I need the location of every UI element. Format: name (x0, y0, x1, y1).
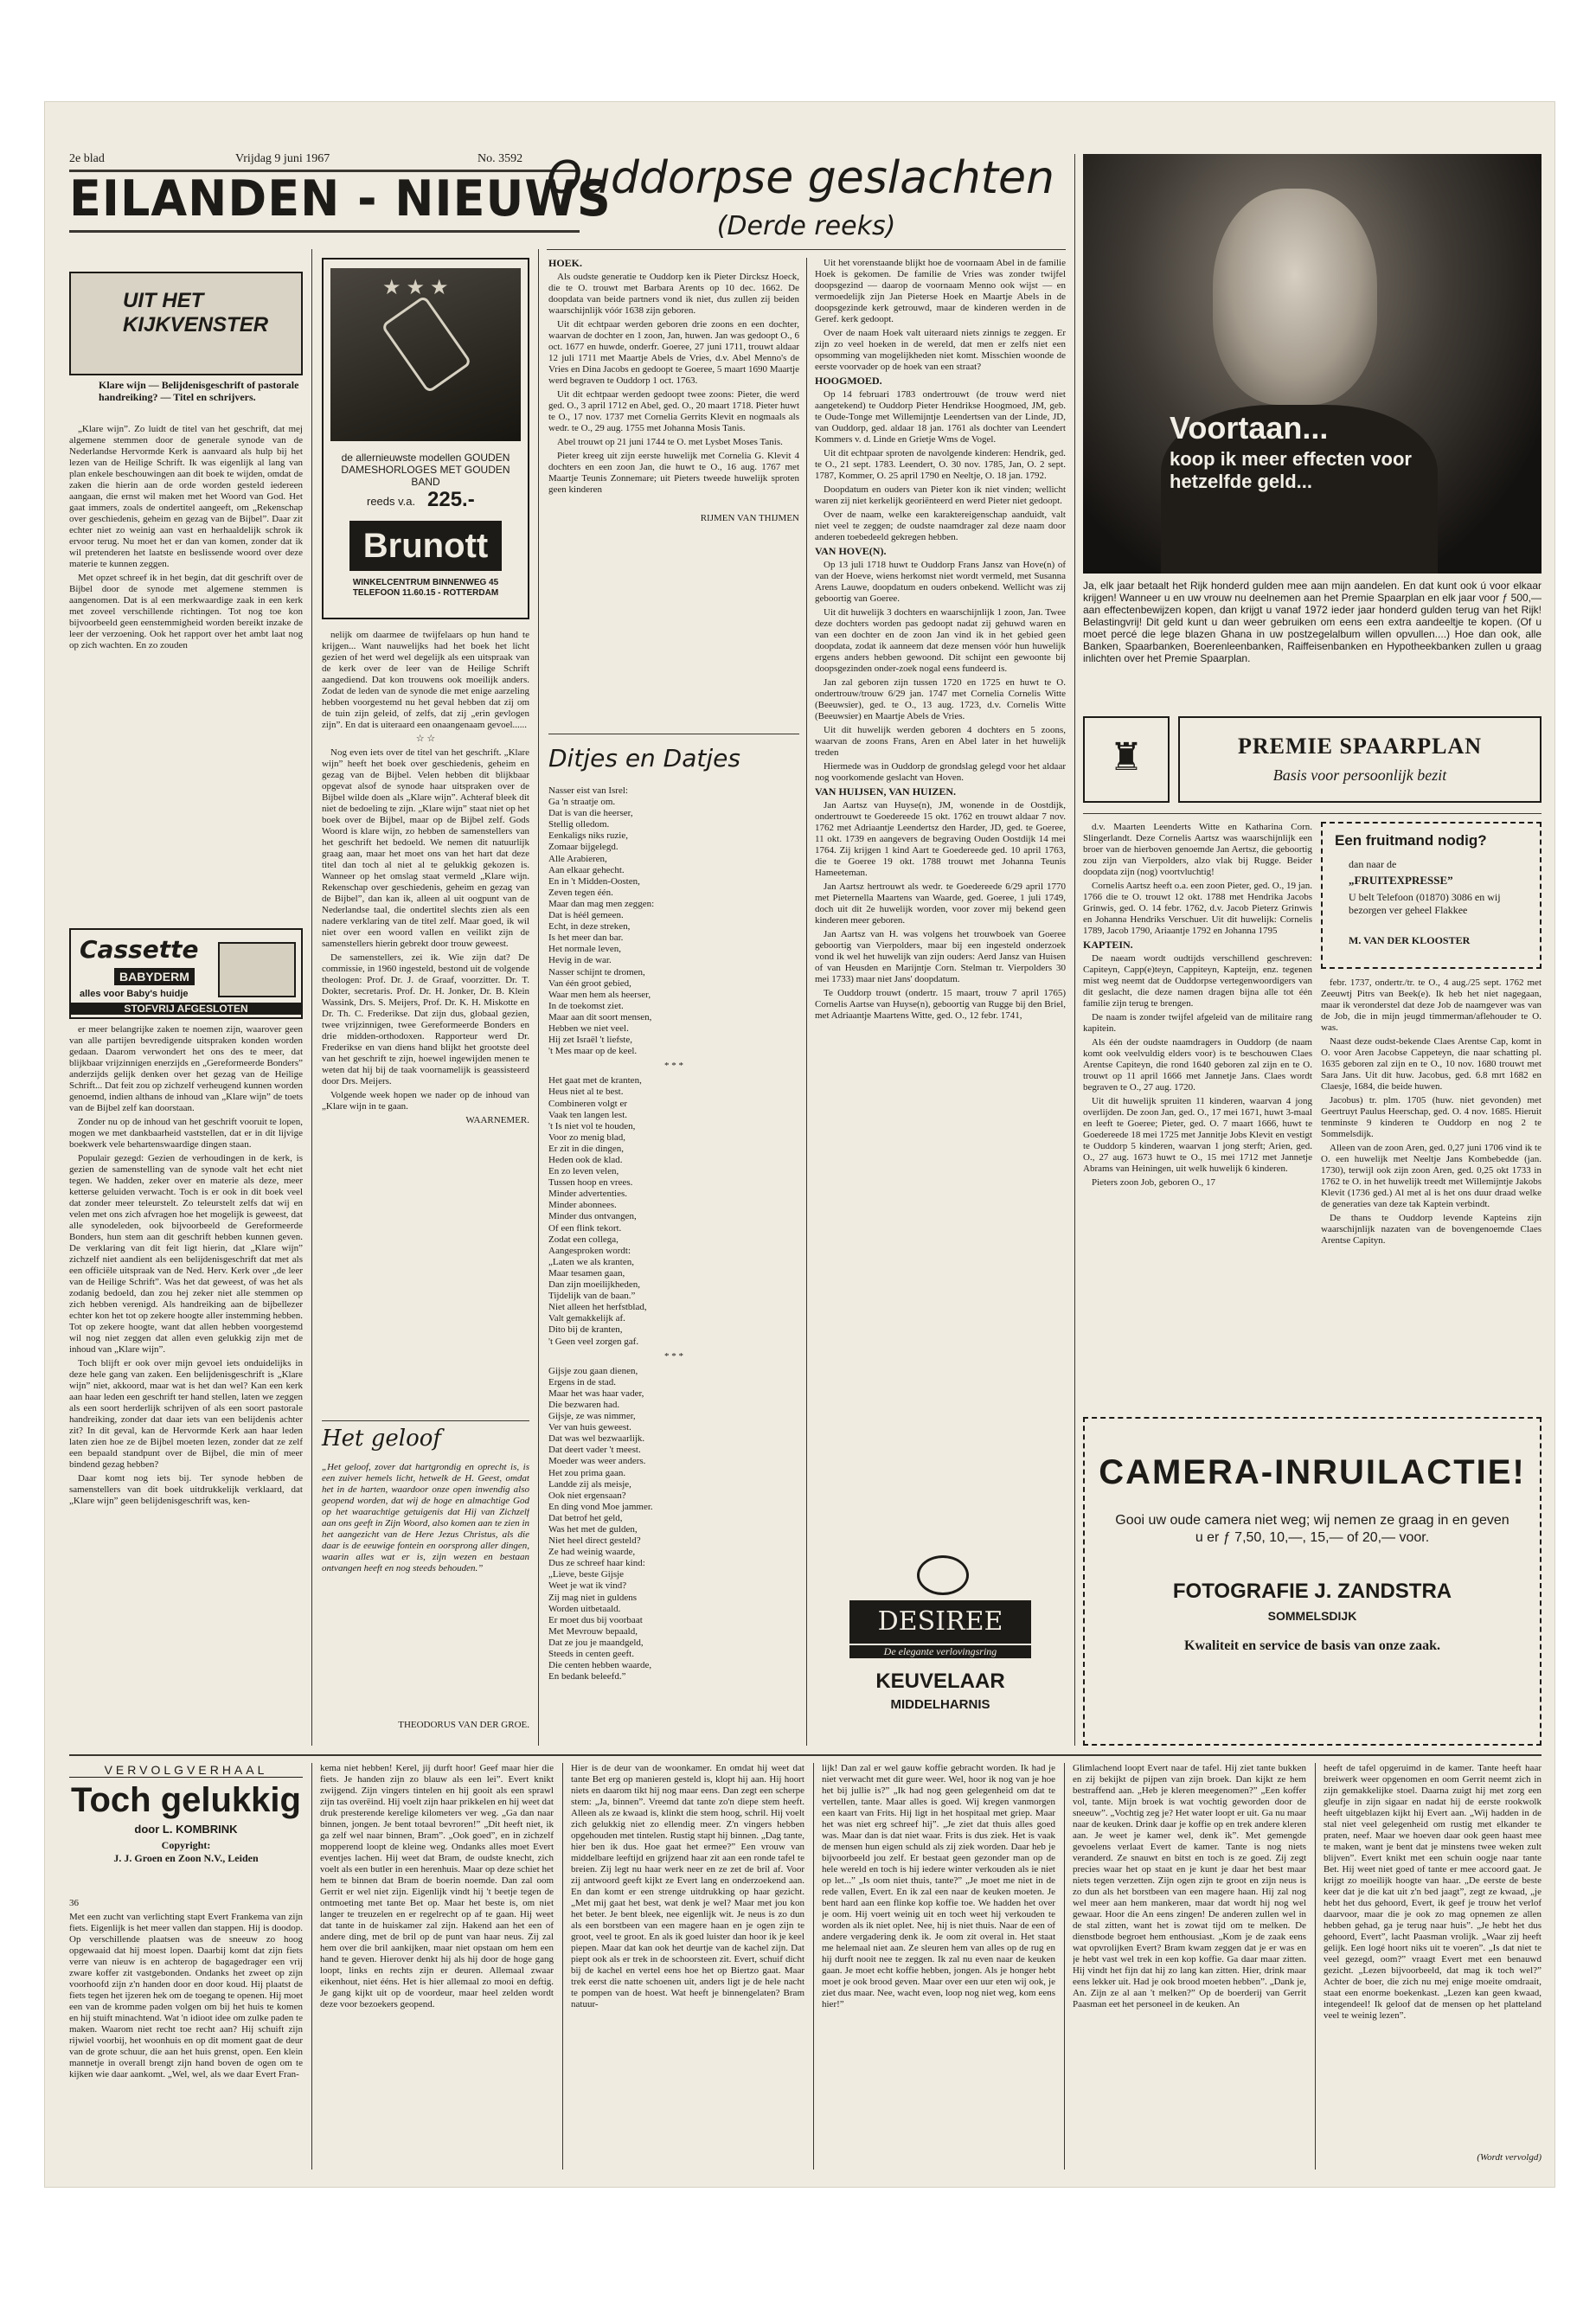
paragraph: Nog even iets over de titel van het geschrift. „Klare wijn” heeft het boek over geschiedenis, geheim en gezag van de Bijbel. Velen hebben dit blijkbaar opgevat alsof de synode haar uitspraken over de Bijbel wilde doen als „Klare wijn”. Achteraf bleek dit niet de bedoeling te zijn. „Klare wijn” staat niet op het boek over de Bijbel, maar op de Bijbel zelf. Gods Woord is klare wijn, zo hebben de samenstellers van het geschrift het bedoeld. We nemen dit natuurlijk graag aan, maar het moet ons van het hart dat deze titel dan toch al niet al te gelukkig gekozen is. Wanneer op het omslag staat vermeld „Klare wijn. Rekenschap over geschiedenis, geheim en gezag van de Bijbel”, dan kan ik, alleen al uit oogpunt van de Nederlandse taal, die ondertitel slechts zien als een nadere verklaring van de titel zelf. Maar goed, ik wil niet over een woord vallen en veilikt zijn de samenstellers hierin gebrekt door trouw geweest. (322, 747, 529, 949)
poem-line: Vaak ten langen lest. (548, 1109, 628, 1120)
paragraph: Uit dit echtpaar sproten de navolgende kinderen: Hendrik, ged. te O., 21 sept. 1783. Leendert, O. 30 nov. 1785, Jan, O. 2 sept. 1787, Kommer, O. 25 april 1790 en Neeltje, O. 18 jan. 1792. (815, 448, 1066, 481)
kijkvenster-continued (322, 630, 529, 1417)
poem-line: Die centen hebben waarde, (548, 1660, 652, 1671)
poem-line: Dus ze schreef haar kind: (548, 1558, 645, 1569)
cassette-line1: alles voor Baby's huidje (80, 989, 189, 999)
feuilleton-col-5: Glimlachend loopt Evert naar de tafel. Hij ziet tante bukken en zij bekijkt de pijpen van zijn broek. Dan kijkt ze hem bestraffend aan. „Heb je kleren meegenomen?” „Een koffer vol, tante. Mijn broek is wat vochtig geworden door de sneeuw”. „Vochtig zeg je? Het water loopt er uit. Ga nu maar naar de keuken. Drink daar je koffie op en trek andere kleren aan. Je weet je kamer wel, denk ik”. Met gemengde gevoelens verlaat Evert de kamer. Tante is nog niets veranderd. Ze snauwt en bitst en toch is ze goed. Zij zegt precies waar het op staat en je kunt je daar het best maar niets tegen verzetten. Zijn ogen zijn te groot en zijn neus is zo dun als het borstbeen van een magere haan. Hij zal nog wel meer aan hem mankeren, maar dat wordt hij nog wel gewaar. Hoor die An eens zingen! De anderen zullen wel in de stal zitten, want het is zowat tijd om te melken. De dienstbode begroet hem enthousiast. „Kom je de zaak eens wat opvrolijken Evert? Bram kwam zeggen dat je er was en je hebt vast wel trek in een kop koffie. Ga daar maar zitten. Hij vindt het fijn dat hij zo lang kan zitten. Hier, drink maar eens lekker uit. Had je ook brood moeten hebben”. „Dank je, An. Zijn ze al aan 't melken?” Op de boerderij van Gerrit Paasman eet het personeel in de keuken. An (1073, 1763, 1306, 2009)
poem-line: Nasser eist van Isrel: (548, 785, 628, 796)
paragraph: Jan Aartsz hertrouwt als wedr. te Goedereede 6/29 april 1770 met Pieternella Maartens van Waarde, ged. Goeree, 1 juli 1749, doch uit dit 2e huwelijk worden, voor zover mij bekend geen kinderen meer geboren. (815, 881, 1066, 926)
section-heading: VAN HOVE(N). (815, 545, 887, 557)
paragraph: Uit dit echtpaar werden geboren drie zoons en een dochter, waarvan de dochter en 1 zoon, Jan, huwen. Jan was gedoopt O., 6 oct. 1677 en huwde, onderfr. Goeree, 27 juni 1711, trouwt aldaar 12 juli 1711 met Maartje Abels de Vries, d.v. Abel Menno's de Vries en Dina Jacobs en gedoopt te Goeree, 5 maart 1690 Maartje werd begraven te Ouddorp 1 oct. 1763. (548, 319, 799, 386)
paragraph: Jan Aartsz van Huyse(n), JM, wonende in de Oostdijk, ondertrouwt te Goedereede 15 okt. 1762 en trouwt aldaar 7 nov. 1762 met Adriaantje Leendertsz den Harder, JD, ged. te Goeree, 11 okt. 1739 en aangevers de begraving Ouden Oostdijk 14 mei 1764. Zij krijgen 1 kind Aart te Goedereede ged. 10 april 1763, die te Goeree 19 okt. 1788 trouwt met Johanna Teunis Hameeteman. (815, 800, 1066, 878)
man-portrait (1213, 189, 1377, 405)
spaar-body: Ja, elk jaar betaalt het Rijk honderd gulden mee aan mijn aandelen. En dat kunt ook ú voor elkaar krijgen! Wanneer u en uw vrouw nu deelnemen aan het Premie Spaarplan en elk jaar voor ƒ 500,— aan effectenbewijzen kopen, dan krijgt u vanaf 1972 ieder jaar honderd gulden terug van het Rijk! Belastingvrij! Dit geld kunt u dan weer gebruiken om eens een extra aandeeltje te kopen. (Of u moet percé die lege blazen Ghana in uw postzegelalbum willen opvullen....) Hoe dan ook, alle Banken, Spaarbanken, Boerenleenbanken, Raiffeisenbanken en Hypotheekbanken zullen u graag inlichten over het Premie Spaarplan. (1083, 580, 1542, 664)
paragraph: Op 14 februari 1783 ondertrouwt (de trouw werd niet aangetekend) te Ouddorp Pieter Hendrikse Hoogmoed, JM, geb. te Oude-Tonge met Willemijntje Leendertsen van der Linde, JD, van Ouddorp, ged. aldaar 18 jan. 1761 als dochter van Leendert Kommers v. d. Linde en Grietje Wms de Vogel. (815, 389, 1066, 445)
spaar-tagline: Basis voor persoonlijk bezit (1272, 766, 1447, 784)
poem-line: Minder abonnees. (548, 1200, 617, 1211)
camera-title: CAMERA-INRUILACTIE! (1099, 1453, 1526, 1491)
paragraph: Hiermede was in Ouddorp de grondslag gelegd voor het aldaar nog voorkomende geslacht van Hoven. (815, 761, 1066, 783)
poem-divider: * * * (664, 1350, 683, 1362)
poem-line: Valt gemakkelijk af. (548, 1313, 625, 1324)
poem-line: Niet alleen het herfstblad, (548, 1302, 647, 1313)
feuilleton-author: door L. KOMBRINK (134, 1823, 238, 1836)
feuilleton-col-4: lijk! Dan zal er wel gauw koffie gebracht worden. Ik had je niet verwacht met dit gure weer. Wel, hoor ik nog van je hoe het bij jullie is?” „Ik had nog geen gelegenheid om dat te vertellen, tante. Maar alles is goed. Wij kregen vanmorgen een kaart van Frits. Hij ligt in het hospitaal met griep. Maar het was niet erg schreef hij”. „Je ziet dat thuis alles goed was. Maar dan is dat niet waar. Frits is dus ziek. Het is vaak de mensen hun eigen schuld als zij ziek worden. Daar heb je bijvoorbeeld jou zelf. Er bestaat geen gezonder man op de hele wereld en toch is hij iedere winter verkouden als ie niet op let...” „Is oom niet thuis, tante?” „Je moet me niet in de rede vallen, Evert. En ik zal een naar de keuken moeten. Je bent hard aan een flinke kop koffie toe. We hadden het over je oom. Hij voert weinig uit en toch weet hij verkouden te worden als ik niet oplet. Nee, hij is niet thuis. Naar de een of andere vergadering denk ik. Je oom zit overal in. Het staat me helemaal niet aan. Ze sleuren hem van alles op de rug en hij durft nooit nee te zeggen. Ik zal nu even naar de keuken gaan. Je moet echt koffie hebben, jongen. Als je honger hebt moet je ook brood geven. Maar over een uur eten wij ook, je ziet dus maar. Nee, wacht even, loop nog niet weg, kom eens hier!” (822, 1763, 1055, 2009)
feuilleton-copyright: Copyright: (161, 1839, 211, 1851)
poem-line: Maar aan dit soort mensen, (548, 1011, 652, 1022)
paragraph: Pieter kreeg uit zijn eerste huwelijk met Cornelia G. Klevit 4 dochters en een zoon Jan, die huwt te O., 16 aug. 1767 met Maartje Teunis Zonnemare; uit Pieters tweede huwelijk sproten geen kinderen (548, 451, 799, 495)
paragraph: Naast deze oudst-bekende Claes Arentse Cap, komt in O. voor Aren Jacobse Cappeteyn, die naar schatting pl. 1635 geboren zal zijn en te O., 10 nov. 1680 trouwt met Sara Jans. Uit dit huw. Jacobus, ged. 6.8 mrt 1682 en Claesje, 1684, die beide huwen. (1321, 1036, 1542, 1092)
article-title: Ouddorpse geslachten (547, 152, 1055, 204)
poem-line: Dat betrof het geld, (548, 1512, 623, 1523)
feuilleton-publisher: J. J. Groen en Zoon N.V., Leiden (113, 1852, 259, 1864)
bank-icon: ♜ (1109, 736, 1144, 779)
poem-line: Landde zij als meisje, (548, 1478, 631, 1490)
poem-line: Echt, in deze streken, (548, 921, 631, 933)
cassette-title: Cassette (80, 935, 199, 964)
poem-line: Heden ook de klad. (548, 1155, 623, 1165)
paragraph: „Klare wijn”. Zo luidt de titel van het geschrift, dat mej algemene stemmen door de generale synode van de Nederlandse Hervormde Kerk is aanvaard als hulp bij het lezen van de Heilige Schrift. Ik was eigenlijk al lang van plan enkele beschouwingen aan dit boek te wijden, omdat de zaken die hierin aan de orde worden gesteld iedereen aangaan, die ernst wil maken met het Woord van God. Het gaat immers, zoals de ondertitel aangeeft, om „Rekenschap over geschiedenis, geheim en gezag van de Bijbel”. Daar zit echter niet zo weinig aan vast en herhaaldelijk schrok ik ervoor terug. Nu moet het er dan van komen, zonder dat ik wil pretenderen het laatste en beslissende woord over deze materie te kunnen zeggen. (69, 424, 303, 569)
brunott-address: WINKELCENTRUM BINNENWEG 45 TELEFOON 11.60.15 - ROTTERDAM (352, 578, 499, 598)
poem-line: Minder advertenties. (548, 1189, 628, 1200)
poem-line: En zo leven velen, (548, 1166, 619, 1177)
poem-line: Was het met de gulden, (548, 1524, 638, 1535)
cassette-brand: BABYDERM (114, 968, 195, 985)
signature: RIJMEN VAN THIJMEN (700, 513, 799, 523)
cassette-box-image (218, 942, 296, 997)
fruit-title: Een fruitmand nodig? (1335, 832, 1487, 849)
paper-name: EILANDEN - NIEUWS (69, 170, 612, 228)
paragraph: De samenstellers, zei ik. Wie zijn dat? De commissie, in 1960 ingesteld, bestond uit de volgende theologen: Prof. Dr. J. de Graaf, voorzitter. Dr. T. Dokter, secretaris. Prof. Dr. H. Jonker, Dr. B. Klein Wassink, Drs. S. Meijers, Prof. Dr. K. H. Miskotte en Dr. Th. C. Frederikse. Dat zijn dus, globaal gezien, twee vrijzinnigen, twee Gereformeerde Bonders en drie midden-orthodoxen. Rapporteur werd Dr. Frederikse en van diens hand blijkt het grootste deel van het geschrift te zijn, hoewel ingewijden menen te weten dat hij bij de taak voornamelijk is geassisteerd door Drs. Meijers. (322, 952, 529, 1086)
spaar-heading: Voortaan... (1170, 410, 1329, 445)
poem-line: Aangesproken wordt: (548, 1245, 631, 1256)
poem-line: Minder dus ontvangen, (548, 1211, 637, 1222)
ring-icon (917, 1555, 969, 1595)
poem-line: Dat is héél gemeen. (548, 910, 624, 921)
geslachten-col-2 (815, 258, 1066, 1547)
paragraph: Zonder nu op de inhoud van het geschrift vooruit te lopen, mogen we met dankbaarheid vaststellen, dat er in dit lijvige boekwerk vele behartenswaardige dingen staan. (69, 1117, 303, 1150)
poem-line: Of een flink tekort. (548, 1222, 622, 1234)
paragraph: De naam is zonder twijfel afgeleid van de militaire rang kapitein. (1083, 1012, 1312, 1034)
paragraph: Pieters zoon Job, geboren O., 17 (1092, 1177, 1215, 1188)
cassette-ad (69, 928, 303, 1019)
paragraph: De naeam wordt oudtijds verschillend geschreven: Capiteyn, Capp(e)teyn, Cappiteyn, Kapteijn, enz. tegenen mist weg neemt dat de Ouddorpse vertegenwoordigers van dit geslacht, die deze namen dragen bijna alle tot één familie zijn terug te brengen. (1083, 953, 1312, 1009)
poem-line: Er moet dus bij voorbaat (548, 1614, 643, 1625)
feuilleton-number: 36 (69, 1898, 79, 1908)
poem-line: 't Is niet vol te houden, (548, 1120, 636, 1131)
feuilleton-title: Toch gelukkig (71, 1781, 301, 1819)
paragraph: Als oudste generatie te Ouddorp ken ik Pieter Dircksz Hoeck, die te O. trouwt met Barbara Arents op 10 dec. 1662. De doopdata van beide partners vond ik niet, dus zullen zij beiden waarschijnlijk vóór 1638 zijn geboren. (548, 272, 799, 316)
paragraph: Daar komt nog iets bij. Ter synode hebben de samenstellers van dit boek uitdrukkelijk verklaard, dat „Klare wijn” geen belijdenisgeschrift was, ken- (69, 1473, 303, 1506)
paragraph: Als één der oudste naamdragers in Ouddorp (de naam komt ook veelvuldig elders voor) is te beschouwen Claes Arentse Capiteyn, die rond 1640 geboren zal zijn en te O. trouwt op 11 april 1666 met Jannetje Jans. Claes wordt begraven te O., 27 aug. 1720. (1083, 1037, 1312, 1093)
poem-line: Weet je wat ik vind? (548, 1580, 627, 1592)
poem-line: Hevig in de war. (548, 955, 612, 966)
poem-line: Tussen hoop en vrees. (548, 1177, 633, 1189)
paragraph: Met opzet schreef ik in het begin, dat dit geschrift over de Bijbel door de synode met algemene stemmen is aangenomen. Dat is al een merkwaardige zaak in een kerk met zoveel verschillende richtingen. Tot nog toe kon bijvoorbeeld geen eenstemmigheid worden bereikt inzake de leer der verzoening. Ook het rapport over het ambt laat nog op zich wachten. En zo zouden (69, 573, 303, 651)
poem-line: 't Geen veel zorgen gaf. (548, 1336, 639, 1347)
poem-line: Ze had weinig waarde, (548, 1547, 636, 1558)
paragraph: febr. 1737, ondertr./tr. te O., 4 aug./25 sept. 1762 met Zeeuwtj Pitrs van Beek(e). Ik heb het niet nagegaan, maar ik veronderstel dat deze Job de naamgever was van de Job, die in mijn jeugd timmerman/aflehouder te O. was. (1321, 977, 1542, 1033)
poem-line: Hebben we niet veel. (548, 1022, 629, 1034)
poem-line: Maar dan mag men zeggen: (548, 898, 655, 909)
desiree-brand: DESIREE (849, 1600, 1031, 1644)
poem-line: Dat is van die heerser, (548, 808, 633, 819)
poem-line: Maar het was haar vader, (548, 1388, 644, 1399)
fruit-line2: U belt Telefoon (01870) 3086 en wij bezorgen ver geheel Flakkee (1349, 891, 1501, 916)
paragraph: Jan zal geboren zijn tussen 1720 en 1725 en huwt te O. ondertrouw/trouw 6/29 jan. 1747 met Cornelia Cornelis Witte (Beeuwsier), ged. te O., 13 aug. 1723, d.v. Cornelis Witte (Beeuwsier) en Maartje Abels de Vries. (815, 677, 1066, 721)
paragraph: Jacobus) tr. plm. 1705 (huw. niet gevonden) met Geertruyt Paulus Heerschap, ged. O. 4 nov. 1685. Hieruit tenminste 9 kinderen te Ouddorp en nog 2 te Sommelsdijk. (1321, 1095, 1542, 1139)
divider-stars: ☆ ☆ (415, 734, 436, 744)
paragraph: Uit dit echtpaar werden gedoopt twee zoons: Pieter, die werd ged. O., 3 april 1712 en Abel, ged. O., 20 maart 1718. Pieter huwt te O., 17 nov. 1737 met Cornelia Gerrits Klevit en nogmaals als wedr. te O., 29 aug. 1755 met Johanna Mosis Tanis. (548, 389, 799, 433)
poem-line: En in 't Midden-Oosten, (548, 875, 640, 887)
desiree-ad (815, 1555, 1066, 1737)
poem-line: Gijsje zou gaan dienen, (548, 1365, 638, 1376)
brunott-ad (322, 258, 529, 619)
poem-line: Dat ze jou je maandgeld, (548, 1637, 644, 1648)
camera-ad (1083, 1417, 1542, 1746)
poem-line: Het normale leven, (548, 944, 621, 955)
poem-line: 't Mes maar op de keel. (548, 1046, 638, 1057)
desiree-town: MIDDELHARNIS (890, 1697, 990, 1712)
poem-author: THEODORUS VAN DER GROE. (398, 1720, 529, 1730)
poem-line: Dan zijn moeilijkheden, (548, 1279, 640, 1291)
ditjes-lines (548, 785, 799, 1682)
paragraph: Cornelis Aartsz heeft o.a. een zoon Pieter, ged. O., 19 jan. 1766 die te O. trouwt 12 okt. 1788 met Hendrika Jacobs Grinwis, ged. O. 14 febr. 1762, d.v. Jacob Pieterz Grinwis en Johanna Hendriks Verschuer. Uit dit huwelijk: Cornelis 1789, Jacob 1790, Ariaantje 1792 en Johanna 1795 (1083, 881, 1312, 936)
desiree-slogan: De elegante verlovingsring (849, 1645, 1031, 1658)
paragraph: d.v. Maarten Leenderts Witte en Katharina Corn. Slingerlandt. Deze Cornelis Aartsz was waarschijnlijk een broer van de hierboven genoemde Jan Aertsz, die geboortig zou zijn van Vierpolders, alzo vlak bij Rugge. Beider doopdata zijn (nog) voortvluchtig! (1083, 822, 1312, 877)
section-heading: VAN HUIJSEN, VAN HUIZEN. (815, 785, 957, 798)
poem-line: Maar tesamen gaan, (548, 1267, 625, 1279)
poem-line: Dat was wel bezwaarlijk. (548, 1433, 645, 1445)
poem-line: Dat deert vader 't meest. (548, 1445, 641, 1456)
poem-line: Zomaar bijgelegd. (548, 842, 619, 853)
kijkvenster-text-top (69, 424, 303, 924)
ditjes-poem (548, 785, 799, 1746)
paragraph: Abel trouwt op 21 juni 1744 te O. met Lysbet Moses Tanis. (557, 437, 783, 447)
poem-line: Waar men hem als heerser, (548, 989, 651, 1000)
camera-town: SOMMELSDIJK (1267, 1609, 1357, 1623)
section-heading: KAPTEIN. (1083, 939, 1133, 951)
poem-line: Van één groot gebied, (548, 977, 631, 989)
feuilleton-label: VERVOLGVERHAAL (69, 1763, 303, 1778)
poem-line: Het gaat met de kranten, (548, 1075, 642, 1086)
cassette-line2: STOFVRIJ AFGESLOTEN (71, 1003, 301, 1015)
poem-line: Steeds in centen geeft. (548, 1649, 634, 1660)
watch-caption: de allernieuwste modellen GOUDEN DAMESHORLOGES MET GOUDEN BAND (341, 452, 510, 488)
poem-title: Het geloof (322, 1426, 442, 1452)
spaar-photo (1083, 154, 1542, 574)
spaar-sub: koop ik meer effecten voor hetzelfde geld... (1170, 448, 1412, 492)
poem-line: Dito bij de kranten, (548, 1324, 623, 1336)
feuilleton-continued: (Wordt vervolgd) (1477, 2152, 1542, 2163)
poem-line: Combineren volgt er (548, 1098, 628, 1109)
paragraph: Doopdatum en ouders van Pieter kon ik niet vinden; wellicht waren zij niet kerkelijk georiënteerd en werd Pieter niet gedoopt. (815, 484, 1066, 506)
paragraph: Alleen van de zoon Aren, ged. 0,27 juni 1706 vind ik te O. een huwelijk met Neeltje Jans Kombebedde (jan. 1730), terwijl ook zijn zoon Aren, ged. 0,25 okt 1733 in 1762 te O. in het huwelijk treedt met Willemijntje Jakobs Klevit (1736 ged.) Al met al is het ons duur draad welke de generaties van deze tak Kaptein verbindt. (1321, 1143, 1542, 1209)
spaar-logo (1083, 716, 1170, 803)
poem-line: Zij mag niet in guldens (548, 1592, 638, 1603)
poem-line: Moeder was weer anders. (548, 1456, 646, 1467)
poem-line: Is het meer dan bar. (548, 933, 624, 944)
spaar-plan-box (1178, 716, 1542, 803)
poem-line: Gijsje, ze was nimmer, (548, 1411, 636, 1422)
star-icon: ★ ★ ★ (382, 277, 449, 299)
poem-line: Alle Arabieren, (548, 853, 607, 864)
poem-line: Nasser schijnt te dromen, (548, 966, 645, 977)
fruit-ad (1321, 822, 1542, 969)
poem-line: Zodat een collega, (548, 1234, 619, 1245)
paragraph: Volgende week hopen we nader op de inhoud van „Klare wijn in te gaan. (322, 1090, 529, 1112)
poem-line: Tijdelijk van de baan.” (548, 1291, 636, 1302)
signature: WAARNEMER. (465, 1115, 529, 1125)
paragraph: Uit het vorenstaande blijkt hoe de voornaam Abel in de familie Hoek is gekomen. De familie de Vries was zonder twijfel doopsgezind — daarop de voornaam Menno ook wijst — en vermoedelijk zijn Jan Pieterse Hoek en Maartje Abels in de doopsgezinde kerk getrouwd, maar de kinderen werden in de Geref. kerk gedoopt. (815, 258, 1066, 324)
poem-line: Het zou prima gaan. (548, 1467, 626, 1478)
feuilleton-col-6: heeft de tafel opgeruimd in de kamer. Tante heeft haar breiwerk weer opgenomen en oom Gerrit neemt zich in zijn gemakkelijke stoel. Daarna zuigt hij met zorg een gleufje in zijn sigaar en nadat hij de eerste rookwolk heeft uitgeblazen kijkt hij Evert aan. „Wij hadden in de stal niet veel gelegenheid om rustig met elkander te praten, neef. Maar we hoeven daar ook geen haast mee te maken, want je bent dat je minstens twee weken zult blijven”. Evert knikt met een schuin oogje naar tante Bet. Hij weet niet goed of tante er mee accoord gaat. Je krijgt zo moeilijk hoogte van haar. „De eerste de beste keer dat je die kat uit z'n bed jaagt”, zegt ze kwaad, „je hebt het dus gehoord, Evert, ik geef je trouw het verlof daarvoor, maar die je ook zo mag opnemen ze allen hebben gehad, ga je terug naar huis”. „Je hebt het dus gehoord, Evert”, lacht Paasman vrolijk. „Waar zij heeft gelijk. Een logé hoort niks uit te voeren”. „Is dat niet te veel gezegd, oom?” vraagt Evert met een benauwd gezicht. „Lezen bijvoorbeeld, dat mag ik toch wel?” Achter de boer, die zich nu mej enige moeite omdraait, staat een enorme boekenkast. „Lezen kan geen kwaad, integendeel! Ik geloof dat de mensen op het platteland veel te weinig lezen”. (1324, 1763, 1542, 2021)
desiree-store: KEUVELAAR (875, 1670, 1005, 1693)
camera-shop: FOTOGRAFIE J. ZANDSTRA (1172, 1580, 1452, 1603)
poem-line: Er zit in die dingen, (548, 1143, 625, 1154)
poem-line: In de toekomst ziet. (548, 1000, 624, 1011)
poem-divider: * * * (664, 1061, 683, 1072)
paragraph: Uit dit huwelijk spruiten 11 kinderen, waarvan 4 jong overlijden. De zoon Jan, ged. O., 17 mei 1671, huwt 3-maal en leeft te Goeree; Pieter, ged. O. 7 maart 1666, huwt te Goedereede 18 mei 1725 met Jannitje Jobs Klevit en vestigt te Ouddorp 5 kinderen, waarvan 1 jong sterft; Arien, ged. O., 27 aug. 1673 huwt te O., 15 mei 1712 met Jannetje Abrams van Heiningen, uit welk huwelijk 6 kinderen. (1083, 1096, 1312, 1174)
poem-line: Zeven tegen één. (548, 887, 613, 898)
paragraph: Over de naam Hoek valt uiteraard niets zinnigs te zeggen. Er zijn zo veel hoeken in de wereld, dat men er zelfs niet een opsomming van mogelijkheden niet komt. Misschien woonde de eerste voorvader op de hoek van een straat? (815, 328, 1066, 372)
poem-line: Eenkaligs niks ruzie, (548, 830, 628, 842)
paragraph: Toch blijft er ook over mijn gevoel iets onduidelijks in deze hele gang van zaken. Een belijdenisgeschrift is „Klare wijn” niet, akkoord, maar wat is het dan wel? Kan een kerk aan haar leden een geschrift ter hand stellen, laten we zeggen als een soort herderlijk schrijven of als een soort pastorale handreiking, zonder dat daar iets van een belijdenis achter zit? In dit geval, kan de Hervormde Kerk aan haar leden laten zien hoe ze de Bijbel moeten lezen, zonder dat ze zelf een bepaald standpunt over de Bijbel, die min of meer bindend gezag hebben? (69, 1358, 303, 1470)
fruit-line1: dan naar de (1349, 858, 1397, 870)
section-heading: HOOGMOED. (815, 375, 882, 387)
paragraph: er meer belangrijke zaken te noemen zijn, waarover geen van alle partijen bevredigende uitspraken konden worden gedaan. Daarom verwondert het ons des te meer, dat blijkbaar vrijzinnigen enerzijds en „Gereformeerde Bonders” anderzijds gelijk denken over het gezag van de Heilige Schrift... Dat feit zou op zichzelf verheugend kunnen worden genoemd, indien althans de inhoud van „Klare wijn” de toets van de Bijbel zelf kan doorstaan. (69, 1024, 303, 1113)
poem-line: Ver van huis geweest. (548, 1422, 631, 1433)
camera-line1: Gooi uw oude camera niet weg; wij nemen ze graag in en geven u er ƒ 7,50, 10,—, 15,— of 20,— voor. (1115, 1513, 1509, 1545)
price-prefix: reeds v.a. (367, 495, 416, 508)
poem-line: Niet heel direct gesteld? (548, 1535, 641, 1547)
newspaper-page (45, 102, 1554, 2187)
kijkvenster-banner-text: UIT HET KIJKVENSTER (123, 289, 269, 336)
watch-image (330, 268, 521, 441)
poem-text: „Het geloof, zover dat hartgrondig en oprecht is, is een zuiver hemels licht, hetwelk de H. Geest, omdat het in de harten, waardoor onze open inwendig also geopend worden, dat wij de hoge en almachtige God op het waarachtige getuigenis dat Hij van Zichzelf aan ons geeft in Zijn Woord, also komen aan te zien in het aangezicht van de Here Jezus Christus, als die daar is de eeuwige fontein en oorsprong aller dingen, waarin alles wat er is, zijn wezen en bestaan ontvangen heeft en nog steeds behouden.” (322, 1462, 529, 1574)
paragraph: Op 13 juli 1718 huwt te Ouddorp Frans Jansz van Hove(n) of van der Hoeve, wiens herkomst niet wordt vermeld, met Susanna Arens Lauwe, doopdatum en ouders onbekend. Wellicht was zij geboortig van Goeree. (815, 560, 1066, 604)
geslachten-col-4 (1321, 977, 1542, 1358)
issue-date: Vrijdag 9 juni 1967 (235, 152, 330, 165)
feuilleton-col-3: Hier is de deur van de woonkamer. En omdat hij weet dat tante Bet erg op manieren gesteld is, klopt hij aan. Hij hoort niets en daarom tikt hij nog maar eens. Dan zegt een scherpe stem: „Ja, binnen”. Vreemd dat tante zo'n diepe stem heeft. Alleen als ze kwaad is, klinkt die stem hoog, schril. Hij voelt zich gelukkig niet zo ellendig meer. Z'n vingers hebben opgehouden met tintelen. Rustig stapt hij binnen. „Dag tante, hier ben ik dus. Hoe gaat het ermee?” Een vrouw van middelbare leeftijd en grijzend haar zit aan een ronde tafel te breien. Zij legt nu haar werk neer en ze zet de bril af. Voor zij antwoord geeft kijkt ze Evert lang en onderzoekend aan. En dan komt er een strenge uitdrukking op haar gezicht. „Met mij gaat het best, wat denk je wel? Maar met jou kon het beter. Je bent bleek, nee eigenlijk wit. Je neus is zo dun als een borstbeen van een magere haan en je ogen zijn te groot, veel te groot. En als ik goed luister dan hoor ik je keel piepen. Maar dat kan ook het deurtje van de kachel zijn. Dat piept ook als er trek in de schoorsteen zit. Evert, schuif dicht bij de kachel en vertel eens hoe het op Biertzo gaat. Maar trek eerst die natte schoenen uit, anders ligt je de hele nacht te pompen van de hoest. Wat heeft je binnengelaten? Bram natuur- (571, 1763, 804, 2009)
camera-tag: Kwaliteit en service de basis van onze zaak. (1184, 1638, 1440, 1653)
ditjes-title: Ditjes en Datjes (548, 744, 740, 772)
poem-line: Ergens in de stad. (548, 1376, 617, 1388)
paragraph: nelijk om daarmee de twijfelaars op hun hand te krijgen... Want nauwelijks had het boek het licht gezien of het werd wel degelijk als een uitspraak van de kerk over de leer van de Heilige Schrift aangediend. Dat kon trouwens ook moeilijk anders. Zodat de leden van de synode die met enige aarzeling hebben voorgestemd nu het geval hebben dat zij om de tuin zijn geleid, of zelfs, dat zij „erin gevlogen zijn”. En dat is uiteraard een onaangenaam gevoel...... (322, 630, 529, 730)
section-heading: HOEK. (548, 258, 583, 269)
edition-label: 2e blad (69, 152, 105, 165)
poem-line: Worden uitbetaald. (548, 1603, 621, 1614)
brunott-logo: Brunott (349, 521, 502, 571)
kijkvenster-intro: Klare wijn — Belijdenisgeschrift of pastorale handreiking? — Titel en schrijvers. (99, 379, 299, 403)
feuilleton-col-2: kema niet hebben! Kerel, jij durft hoor! Geef maar hier die fiets. Je handen zijn zo blauw als een lei”. Evert knikt zwijgend. Zijn vingers tintelen en hij gooit als een sprawl zijn tas overëind. Hij voelt zijn haar prikkelen en hij weet dat druk presterende kerelige kilometers ver weg. „Ga dan naar binnen, jongen. Je bent totaal bevroren!” „Dit heeft niet, ik ga zelf wel naar binnen, Bram”. „Ook goed”, en in zichzelf mopperend loopt de kleine weg. Ondanks alles moet Evert eventjes lachen. Hij weet dat Bram, de oudste knecht, zich voelt als een butler in een herenhuis. Maar op deze schiet het hem te binnen dat Bram de boerin noemde. Dan zal oom Gerrit er wel niet zijn. Eigenlijk vindt hij 't beetje tegen de ontmoeting met tante Bet op. Maar het beste is, om niet langer te treuzelen en er regelrecht op af te gaan. Hij weet dat tante in de huiskamer zal zijn. Hakend aan het een of andere ding, met de bril op de punt van haar neus. Zij zal hem over die bril aankijken, maar niet opstaan om hem een hand te geven. Hierover denkt hij als hij door de hoge gang loopt, links en rechts zijn er deuren. Allemaal zwaar eikenhout, niet ééns. Het is hier allemaal zo mooi en deftig. Je gang kijkt uit op de voordeur, maar heel zelden wordt deze voor bezoekers geopend. (320, 1763, 554, 2009)
poem-line: Hij zet Israël 't liefste, (548, 1035, 632, 1046)
feuilleton-col-1: Met een zucht van verlichting stapt Evert Frankema van zijn fiets. Eigenlijk is het meer vallen dan stappen. Hij is doodop. Op verschillende plaatsen was de sneeuw zo hoog opgewaaid dat hij moest lopen. Daarbij komt dat zijn fiets verre van nieuw is en achterop de bagagedrager een vrij zware koffer zit vastgebonden. Ondanks het zweet op zijn voorhoofd zijn z'n handen door en door koud. Hij plaatst de fiets tegen het ijzeren hek om de toegang te openen. Hij moet een van de kromme paden volgen om bij het huis te komen en hij stuift minachtend. Wat 'n idioot idee om zulke paden te maken. Waarom niet recht toe recht aan? Hij schuift zijn rijwiel voorbij, het woonhuis en op dit moment gaat de deur van de grote schuur, die aan het huis grenst, open. Een klein mannetje in overall brengt zijn hand boven de ogen om te kijken wie daar aankomt. „Wel, wel, als we daar Evert Fran- (69, 1912, 303, 2080)
paragraph: Populair gezegd: Gezien de verhoudingen in de kerk, is gezien de samenstelling van de synode valt het echt niet tegen. We hadden, zeker over en materie als deze, meer ketterse geluiden verwacht. Toch is er ook in dit boek veel dat zonder meer teleurstelt. Zo teleurstelt zelfs dat wij en velen met ons zich afvragen hoe het mogelijk is geweest, dat alle synodeleden, ook bijvoorbeeld de Gereformeerde Bonders, hun stem aan dit geschrift hebben kunnen geven. De verklaring van dit feit ligt hierin, dat „Klare wijn” zichzelf niet aandient als een belijdenisgeschrift dat met als een officiële uitspraak van de Ned. Herv. Kerk over „de leer van de Heilige Schrift”. Was het dat geweest, of was het als zodanig bedoeld, dan zou hej zeker niet alle stemmen op zich hebben verenigd. Als handreiking aan de bijbellezer echter kon het tot op zekere hoogte aller instemming hebben. Tot op zekere hoogte, want dat allen hebben voorgestemd wil nog niet zeggen dat allen even gelukkig zijn met de inhoud van „Klare wijn”. (69, 1153, 303, 1355)
watch-price: 225.- (427, 488, 475, 511)
poem-line: En bedank beleefd.” (548, 1671, 626, 1682)
feuilleton-header (69, 1763, 303, 1893)
fruit-shop: „FRUITEXPRESSE” (1349, 874, 1453, 887)
kijkvenster-banner (69, 272, 303, 375)
paragraph: Te Ouddorp trouwt (ondertr. 15 maart, trouw 7 april 1765) Cornelis Aartse van Huyse(n), geboortig van Rugge bij den Briel, met Adriaantje Maartens Witte, ged. O., 12 febr. 1741, (815, 988, 1066, 1021)
poem-line: Die bezwaren had. (548, 1399, 620, 1410)
paragraph: Uit dit huwelijk werden geboren 4 dochters en 5 zoons, waarvan de zoons Frans, Aren en Abel later in het huwelijk treden (815, 725, 1066, 758)
poem-line: Voor zo menig blad, (548, 1131, 626, 1143)
paragraph: Uit dit huwelijk 3 dochters en waarschijnlijk 1 zoon, Jan. Twee deze dochters worden pas gedoopt nadat zij gehuwd waren en van een dochter en de zoon Jan vind ik in het gebied geen doopdata, zodat ik aanneem dat deze mensen vóór hun huwelijk ergens anders hebben gewoond. Dit schijnt een gewoonte bij doopsgezinden onder-zoek nogal eens fundeerd is. (815, 607, 1066, 674)
poem-line: Stellig olledom. (548, 819, 610, 830)
poem-line: Aan elkaar gehecht. (548, 864, 625, 875)
poem-line: Ook niet ergensaan? (548, 1490, 626, 1501)
article-subtitle: (Derde reeks) (716, 211, 896, 241)
paragraph: Over de naam, welke een karaktereigenschap aanduidt, valt niet veel te zeggen; de oudste naamdrager zal deze naam door anderen toebedeeld gekregen hebben. (815, 510, 1066, 542)
watch-icon (381, 295, 472, 394)
poem-line: En ding vond Moe jammer. (548, 1501, 653, 1512)
kijkvenster-text-bottom (69, 1024, 303, 1742)
issue-number: No. 3592 (478, 152, 523, 165)
poem-line: Met Mevrouw bepaald, (548, 1625, 638, 1637)
poem-line: Ga 'n straatje om. (548, 797, 616, 808)
poem-line: „Lieve, beste Gijsje (548, 1569, 625, 1580)
poem-line: Heus niet al te best. (548, 1086, 624, 1098)
geslachten-col-1 (548, 258, 799, 734)
spaar-plan: PREMIE SPAARPLAN (1237, 734, 1483, 759)
paragraph: De thans te Ouddorp levende Kapteins zijn waarschijnlijk nazaten van de bovengenoemde Claes Arentse Capityn. (1321, 1213, 1542, 1246)
fruit-owner: M. VAN DER KLOOSTER (1349, 934, 1471, 946)
paragraph: Jan Aartsz van H. was volgens het trouwboek van Goeree geboortig van Vierpolders, maar bij een ingesteld onderzoek vond ik wel het huwelijk van zijn ouders: Aerd Jansz van Huisen of van Heusden en Marijntje Corn. Stelman tr. Vierpolders 30 mei 1733) maar niet Jans' doopdatum. (815, 929, 1066, 984)
poem-line: „Laten we als kranten, (548, 1256, 634, 1267)
